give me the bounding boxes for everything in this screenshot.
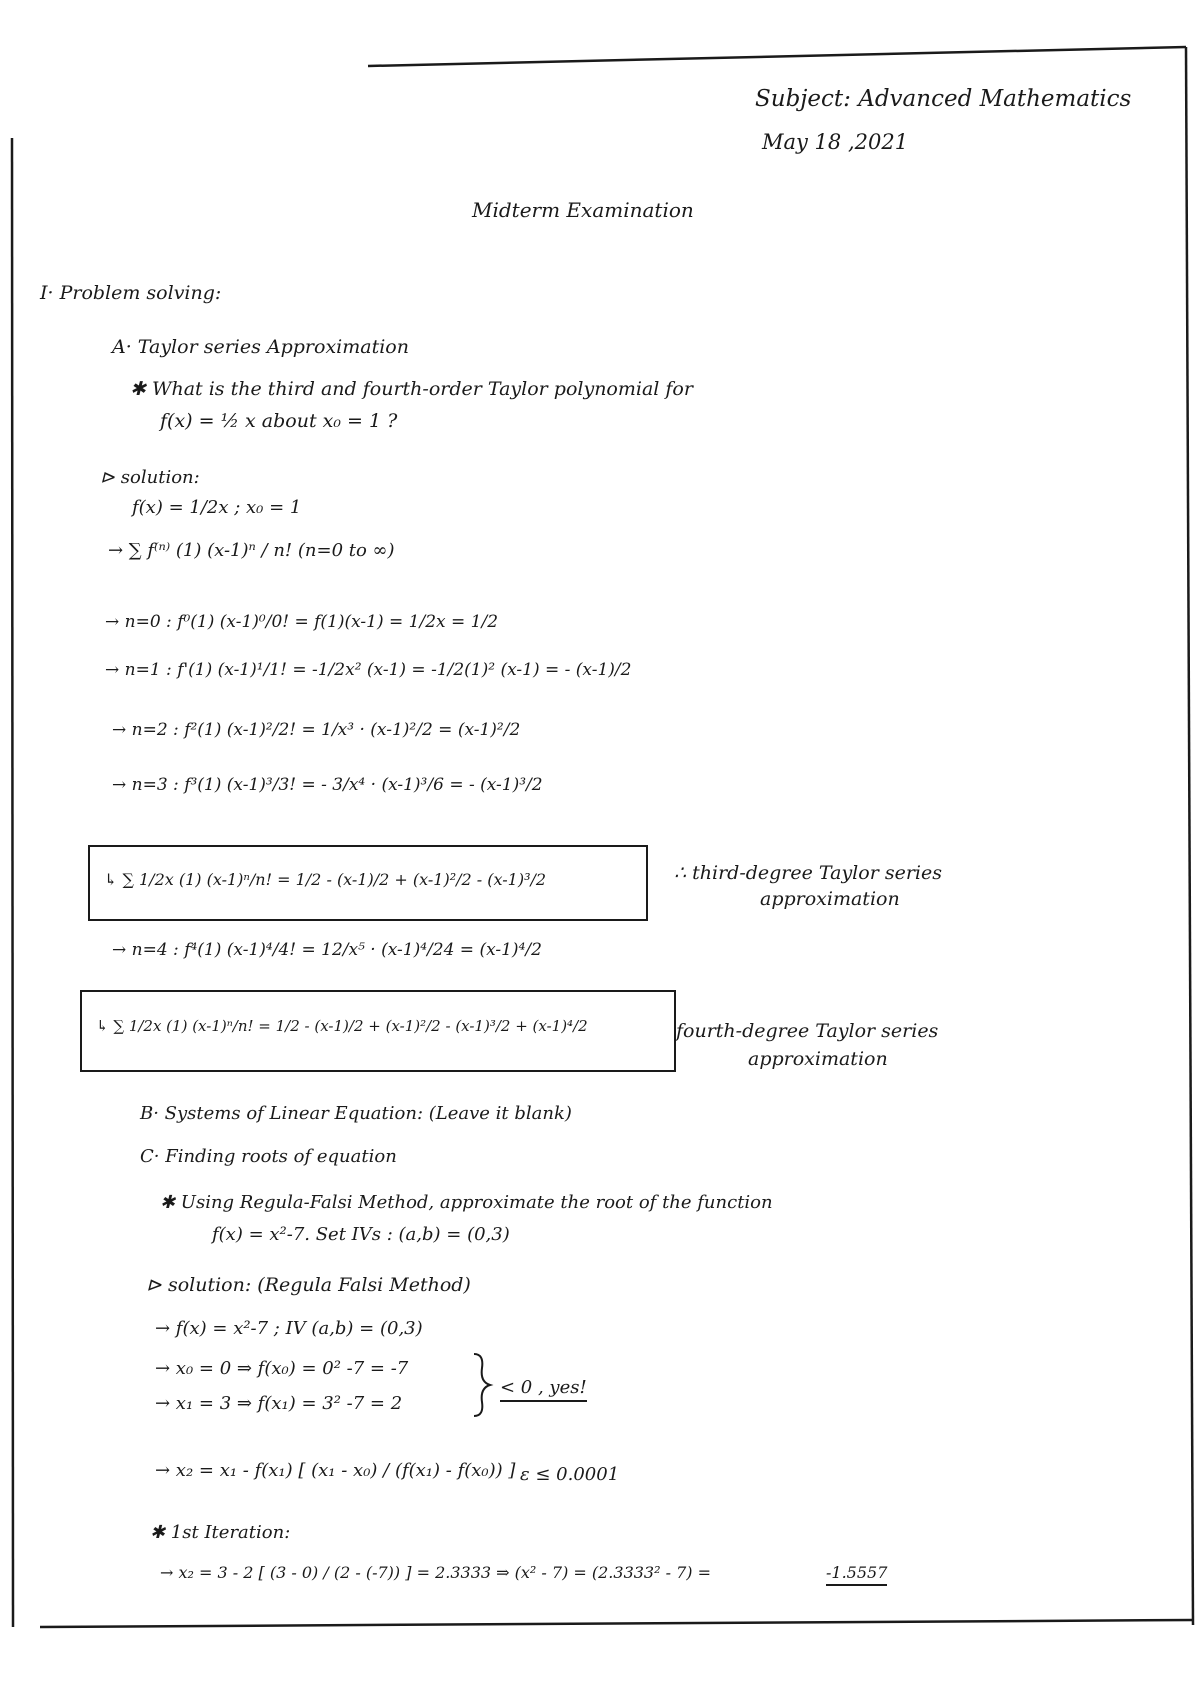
part-c-solution-label: ⊳ solution: (Regula Falsi Method): [146, 1274, 471, 1296]
brace-icon: [470, 1352, 494, 1418]
part-b-heading: B· Systems of Linear Equation: (Leave it blank): [140, 1103, 572, 1124]
fourth-degree-note: fourth-degree Taylor series: [676, 1020, 939, 1042]
part-a-solution-label: ⊳ solution:: [100, 467, 200, 488]
part-c-heading: C· Finding roots of equation: [140, 1146, 397, 1167]
section-heading: I· Problem solving:: [40, 282, 222, 304]
term-n1: → n=1 : f'(1) (x-1)¹/1! = -1/2x² (x-1) = -1/2(1)² (x-1) = - (x-1)/2: [105, 660, 632, 680]
regula-step-1: → f(x) = x²-7 ; IV (a,b) = (0,3): [155, 1318, 423, 1339]
third-degree-note: ∴ third-degree Taylor series: [674, 862, 942, 884]
part-a-heading: A· Taylor series Approximation: [112, 336, 409, 358]
page-title: Midterm Examination: [472, 198, 694, 222]
part-a-question-line2: f(x) = ½ x about x₀ = 1 ?: [160, 410, 398, 432]
sign-check: < 0 , yes!: [500, 1377, 587, 1402]
regula-falsi-formula: → x₂ = x₁ - f(x₁) [ (x₁ - x₀) / (f(x₁) - f(x₀)) ]: [155, 1460, 516, 1481]
third-degree-note-2: approximation: [760, 888, 900, 910]
iteration-1-calc: → x₂ = 3 - 2 [ (3 - 0) / (2 - (-7)) ] = 2.3333 ⇒ (x² - 7) = (2.3333² - 7) =: [160, 1563, 712, 1582]
tolerance: ε ≤ 0.0001: [520, 1464, 620, 1485]
fourth-degree-sum: ↳ ∑ 1/2x (1) (x-1)ⁿ/n! = 1/2 - (x-1)/2 + (x-1)²/2 - (x-1)³/2 + (x-1)⁴/2: [96, 1017, 588, 1035]
exam-date: May 18 ,2021: [762, 130, 909, 154]
iteration-1-result: -1.5557: [826, 1563, 887, 1586]
term-n4: → n=4 : f⁴(1) (x-1)⁴/4! = 12/x⁵ · (x-1)⁴/24 = (x-1)⁴/2: [112, 940, 542, 960]
part-c-question-line2: f(x) = x²-7. Set IVs : (a,b) = (0,3): [212, 1224, 510, 1245]
part-a-question-line1: ✱ What is the third and fourth-order Taylor polynomial for: [130, 378, 693, 400]
regula-step-3: → x₁ = 3 ⇒ f(x₁) = 3² -7 = 2: [155, 1393, 403, 1414]
regula-step-2: → x₀ = 0 ⇒ f(x₀) = 0² -7 = -7: [155, 1358, 409, 1379]
term-n0: → n=0 : f⁰(1) (x-1)⁰/0! = f(1)(x-1) = 1/2x = 1/2: [105, 612, 499, 632]
part-c-question-line1: ✱ Using Regula-Falsi Method, approximate the root of the function: [160, 1192, 773, 1213]
iteration-label: ✱ 1st Iteration:: [150, 1522, 291, 1543]
third-degree-sum: ↳ ∑ 1/2x (1) (x-1)ⁿ/n! = 1/2 - (x-1)/2 + (x-1)²/2 - (x-1)³/2: [104, 870, 547, 889]
fourth-degree-note-2: approximation: [748, 1048, 888, 1070]
given-function: f(x) = 1/2x ; x₀ = 1: [132, 497, 302, 518]
subject-line: Subject: Advanced Mathematics: [755, 86, 1132, 112]
term-n3: → n=3 : f³(1) (x-1)³/3! = - 3/x⁴ · (x-1)³/6 = - (x-1)³/2: [112, 775, 543, 795]
taylor-series-formula: → ∑ f⁽ⁿ⁾ (1) (x-1)ⁿ / n! (n=0 to ∞): [108, 540, 395, 561]
term-n2: → n=2 : f²(1) (x-1)²/2! = 1/x³ · (x-1)²/2 = (x-1)²/2: [112, 720, 521, 740]
